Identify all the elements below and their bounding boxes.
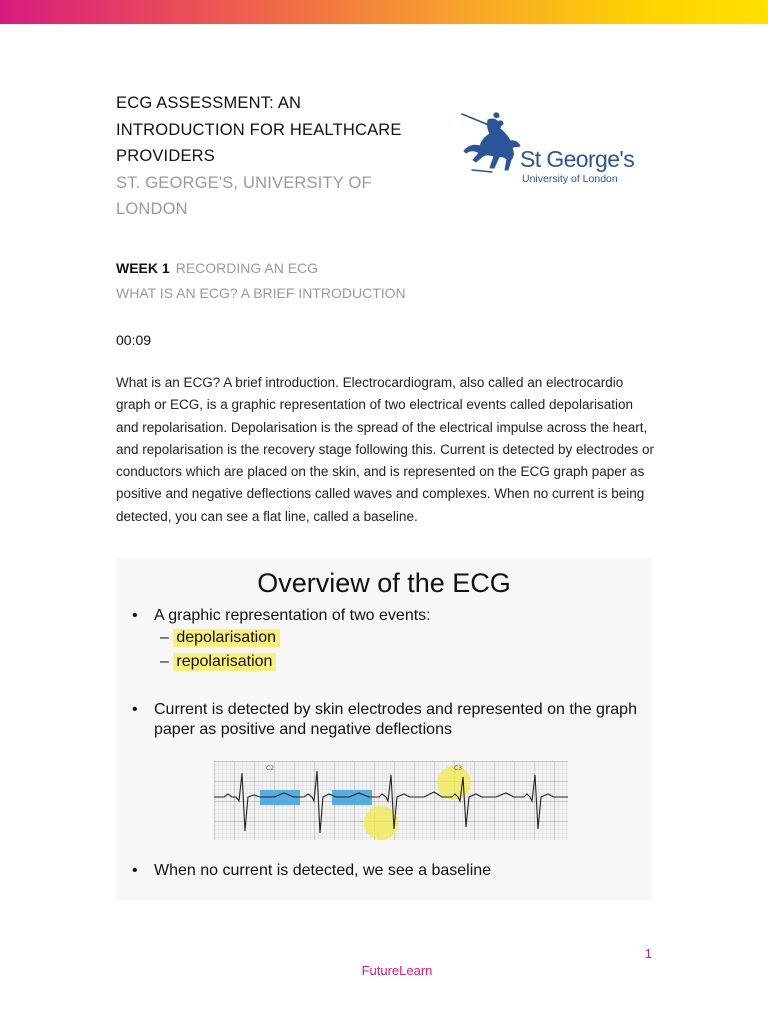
top-gradient-bar	[0, 0, 768, 24]
slide-bullet	[132, 606, 632, 626]
week-label: WEEK 1	[116, 260, 170, 276]
step-title: WHAT IS AN ECG? A BRIEF INTRODUCTION	[116, 285, 406, 301]
slide-sub-item	[160, 653, 276, 671]
document-subtitle-line-1: ST. GEORGE'S, UNIVERSITY OF	[116, 173, 372, 192]
slide-bullet	[132, 700, 642, 740]
slide-sub-item	[160, 629, 280, 647]
slide-title: Overview of the ECG	[257, 568, 511, 598]
bullet-text: When no current is detected, we see a baseline	[154, 862, 492, 879]
week-heading	[116, 260, 318, 276]
dash: –	[160, 653, 169, 670]
title-block	[116, 90, 446, 223]
transcript-paragraph: What is an ECG? A brief introduction. Electrocardiogram, also called an electrocardio graph or ECG, is a graphic representation of two electrical events called depolarisation and repolarisation. Depolarisation is the spread of the electrical impulse across the heart, and repolarisation is the recovery stage following this. Current is detected by electrodes or conductors which are placed on the skin, and is represented on the ECG graph paper as positive and negative deflections called waves and complexes. When no current is being detected, you can see a flat line, called a baseline.	[116, 375, 655, 524]
futurelearn-footer: FutureLearn	[361, 963, 433, 978]
page-number: 1	[644, 946, 652, 961]
slide-image	[116, 558, 652, 900]
dash: –	[160, 629, 169, 646]
document-title-line-3: PROVIDERS	[116, 147, 215, 165]
bullet-dot: •	[132, 701, 138, 718]
week-name: RECORDING AN ECG	[175, 260, 319, 276]
ecg-trace	[214, 761, 568, 840]
document-title-line-1: ECG ASSESSMENT: AN	[116, 94, 302, 112]
bullet-dot: •	[132, 607, 138, 624]
document-subtitle-line-2: LONDON	[116, 200, 188, 218]
highlighted-term: depolarisation	[173, 629, 280, 647]
logo-subtitle: University of London	[522, 173, 618, 185]
slide-bullet	[132, 861, 632, 881]
knight-on-horse-icon	[458, 110, 528, 176]
highlighted-term: repolarisation	[173, 653, 276, 671]
bullet-text: Current is detected by skin electrodes and represented on the graph paper as positive and negative deflections	[154, 701, 637, 738]
st-georges-logo	[458, 110, 638, 190]
bullet-dot: •	[132, 862, 138, 879]
ecg-strip-image	[214, 761, 568, 840]
ecg-lead-label: C3	[454, 765, 463, 772]
bullet-text: A graphic representation of two events:	[154, 607, 431, 624]
logo-name: St George's	[520, 146, 635, 172]
document-title-line-2: INTRODUCTION FOR HEALTHCARE	[116, 120, 402, 139]
video-timestamp: 00:09	[116, 332, 152, 348]
ecg-lead-label: C2	[266, 765, 275, 772]
